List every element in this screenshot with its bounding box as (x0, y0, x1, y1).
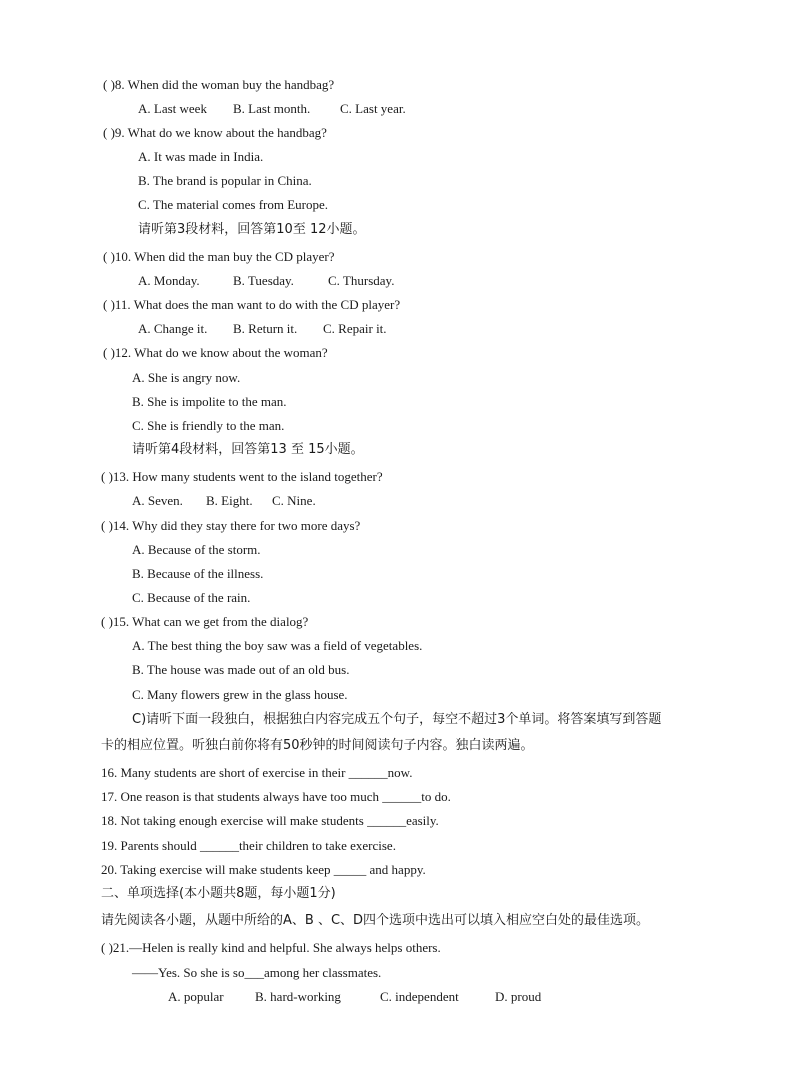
q11-option-b: B. Return it. (233, 321, 298, 336)
q9-option-c: C. The material comes from Europe. (138, 197, 329, 212)
part-c-instruction-line1: C)请听下面一段独白，根据独白内容完成五个句子，每空不超过3个单词。将答案填写到答题 (132, 712, 662, 727)
q10-option-c: C. Thursday. (328, 273, 395, 288)
q12-option-b: B. She is impolite to the man. (132, 394, 287, 409)
q11-option-a: A. Change it. (138, 321, 208, 336)
q8-option-b: B. Last month. (233, 101, 311, 116)
sentence-16: 16. Many students are short of exercise in their ______now. (101, 765, 413, 780)
q11-option-c: C. Repair it. (323, 321, 387, 336)
question-21-reply: ——Yes. So she is so___among her classmates. (132, 965, 382, 980)
sentence-18: 18. Not taking enough exercise will make students ______easily. (101, 813, 439, 828)
question-9-stem: ( )9. What do we know about the handbag? (103, 125, 327, 140)
sentence-20: 20. Taking exercise will make students keep _____ and happy. (101, 862, 426, 877)
question-21-stem: ( )21.—Helen is really kind and helpful. She always helps others. (101, 940, 441, 955)
sentence-19: 19. Parents should ______their children to take exercise. (101, 838, 396, 853)
q12-option-c: C. She is friendly to the man. (132, 418, 285, 433)
q10-option-a: A. Monday. (138, 273, 200, 288)
part-2-instruction: 请先阅读各小题，从题中所给的A、B 、C、D四个选项中选出可以填入相应空白处的最佳选项。 (101, 913, 650, 928)
q21-option-a: A. popular (168, 989, 224, 1004)
question-10-stem: ( )10. When did the man buy the CD player? (103, 249, 335, 264)
question-12-stem: ( )12. What do we know about the woman? (103, 345, 328, 360)
question-13-stem: ( )13. How many students went to the island together? (101, 469, 383, 484)
q15-option-b: B. The house was made out of an old bus. (132, 662, 350, 677)
question-15-stem: ( )15. What can we get from the dialog? (101, 614, 309, 629)
q15-option-c: C. Many flowers grew in the glass house. (132, 687, 348, 702)
sentence-17: 17. One reason is that students always have too much ______to do. (101, 789, 451, 804)
q15-option-a: A. The best thing the boy saw was a field of vegetables. (132, 638, 423, 653)
question-14-stem: ( )14. Why did they stay there for two more days? (101, 518, 361, 533)
part-c-instruction-line2: 卡的相应位置。听独白前你将有50秒钟的时间阅读句子内容。独白读两遍。 (101, 738, 534, 753)
q9-option-b: B. The brand is popular in China. (138, 173, 312, 188)
q12-option-a: A. She is angry now. (132, 370, 241, 385)
question-8-stem: ( )8. When did the woman buy the handbag? (103, 77, 335, 92)
q21-option-b: B. hard-working (255, 989, 341, 1004)
q14-option-c: C. Because of the rain. (132, 590, 251, 605)
q9-option-a: A. It was made in India. (138, 149, 264, 164)
q21-option-d: D. proud (495, 989, 542, 1004)
question-11-stem: ( )11. What does the man want to do with the CD player? (103, 297, 401, 312)
q13-option-b: B. Eight. (206, 493, 253, 508)
section-3-instruction: 请听第3段材料，回答第10至 12小题。 (138, 222, 366, 237)
q14-option-b: B. Because of the illness. (132, 566, 264, 581)
q14-option-a: A. Because of the storm. (132, 542, 261, 557)
q8-option-c: C. Last year. (340, 101, 406, 116)
q13-option-c: C. Nine. (272, 493, 316, 508)
part-2-heading: 二、单项选择(本小题共8题，每小题1分) (101, 886, 336, 901)
section-4-instruction: 请听第4段材料，回答第13 至 15小题。 (132, 442, 364, 457)
q10-option-b: B. Tuesday. (233, 273, 294, 288)
q21-option-c: C. independent (380, 989, 459, 1004)
q8-option-a: A. Last week (138, 101, 207, 116)
q13-option-a: A. Seven. (132, 493, 183, 508)
